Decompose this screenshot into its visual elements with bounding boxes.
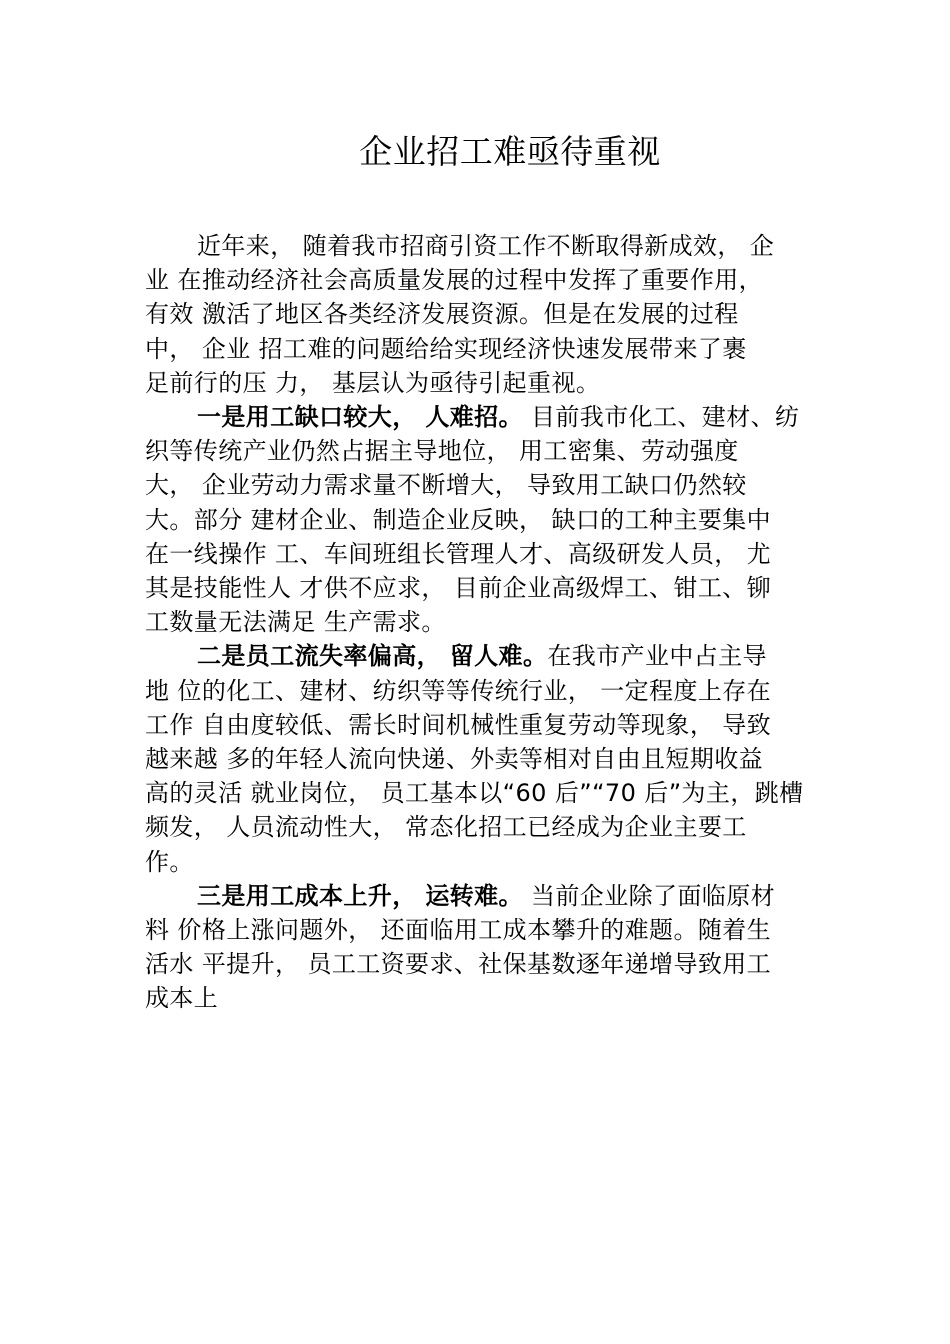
- paragraph-line: 织等传统产业仍然占据主导地位， 用工密集、劳动强度: [145, 437, 739, 466]
- paragraph-line: 在一线操作 工、车间班组长管理人才、高级研发人员， 尤: [145, 539, 772, 568]
- paragraph-line: [145, 639, 825, 673]
- paragraph-line: 料 价格上涨问题外， 还面临用工成本攀升的难题。随着生: [145, 916, 772, 945]
- paragraph-line: 活水 平提升， 员工工资要求、社保基数逐年递增导致用工: [145, 950, 772, 979]
- paragraph-lead: 一是用工缺口较大， 人难招。: [197, 403, 523, 432]
- paragraph-line: 工作 自由度较低、需长时间机械性重复劳动等现象， 导致: [145, 710, 772, 739]
- paragraph-line: 地 位的化工、建材、纺织等等传统行业， 一定程度上存在: [145, 676, 772, 705]
- paragraph-lead: 三是用工成本上升， 运转难。: [197, 881, 523, 910]
- paragraph-line: 足前行的压 力， 基层认为亟待引起重视。: [145, 368, 601, 397]
- paragraph-line: 近年来， 随着我市招商引资工作不断取得新成效， 企: [197, 232, 775, 260]
- paragraph-text: 在我市产业中占主导: [547, 642, 767, 671]
- paragraph-line: 成本上: [145, 984, 219, 1013]
- paragraph-line: 中， 企业 招工难的问题给给实现经济快速发展带来了裹: [145, 334, 747, 363]
- paragraph-lead: 二是员工流失率偏高， 留人难。: [197, 642, 548, 671]
- paragraph-text: 目前我市化工、建材、纺: [522, 403, 800, 432]
- paragraph-point-3: [145, 879, 825, 1016]
- document-title: 企业招工难亟待重视: [359, 132, 661, 171]
- paragraph-line: 越来越 多的年轻人流向快递、外卖等相对自由且短期收益: [145, 745, 764, 774]
- paragraph-intro: [145, 229, 825, 400]
- paragraph-line: [145, 879, 825, 913]
- paragraph-text: 当前企业除了面临原材: [522, 881, 775, 910]
- paragraph-line: 频发， 人员流动性大， 常态化招工已经成为企业主要工: [145, 813, 747, 842]
- paragraph-point-1: [145, 400, 825, 639]
- paragraph-line: 有效 激活了地区各类经济发展资源。但是在发展的过程: [145, 300, 739, 329]
- paragraph-line: 其是技能性人 才供不应求， 目前企业高级焊工、钳工、铆: [145, 574, 772, 603]
- paragraph-point-2: [145, 639, 825, 878]
- paragraph-line: 业 在推动经济社会高质量发展的过程中发挥了重要作用，: [145, 266, 764, 295]
- paragraph-line: 高的灵活 就业岗位， 员工基本以“60 后”“70 后”为主，跳槽: [145, 779, 804, 808]
- paragraph-line: 作。: [145, 847, 194, 876]
- paragraph-line: 大。部分 建材企业、制造企业反映， 缺口的工种主要集中: [145, 505, 772, 534]
- paragraph-line: [145, 400, 825, 434]
- paragraph-line: 工数量无法满足 生产需求。: [145, 608, 446, 637]
- paragraph-line: 大， 企业劳动力需求量不断增大， 导致用工缺口仍然较: [145, 471, 747, 500]
- document-body: [145, 229, 825, 1016]
